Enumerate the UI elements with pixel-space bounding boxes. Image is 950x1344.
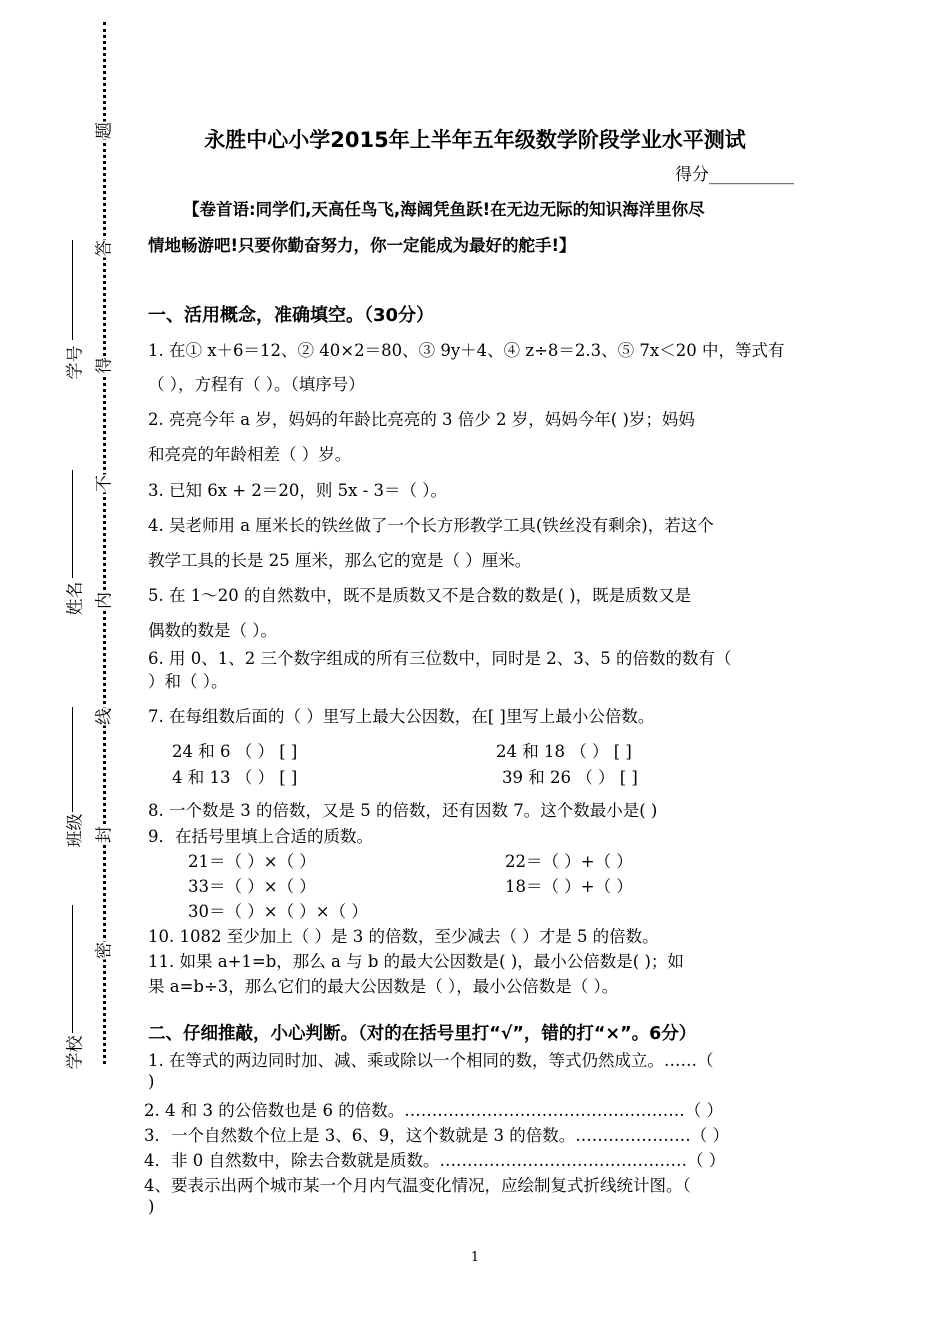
margin-char: 答 xyxy=(94,240,115,257)
margin-char: 封 xyxy=(94,826,115,843)
question-11-cont: 果 a=b÷3，那么它们的最大公因数是（ ），最小公倍数是（ ）。 xyxy=(148,977,619,996)
margin-char: 得 xyxy=(94,357,115,374)
intro-line-1: 【卷首语:同学们,天高任鸟飞,海阔凭鱼跃!在无边无际的知识海洋里你尽 xyxy=(183,200,705,219)
question-7-row2-left: 4 和 13 （ ） [ ] xyxy=(172,768,298,787)
question-6: 6. 用 0、1、2 三个数字组成的所有三位数中，同时是 2、3、5 的倍数的数有（ xyxy=(148,649,732,668)
school-label: 学校 xyxy=(65,1035,86,1070)
name-field[interactable] xyxy=(72,470,73,578)
question-8: 8. 一个数是 3 的倍数，又是 5 的倍数，还有因数 7。这个数最小是( ) xyxy=(148,801,658,820)
student-id-label: 学号 xyxy=(65,345,86,380)
name-label: 姓名 xyxy=(65,581,86,616)
question-5-cont: 偶数的数是（ ）。 xyxy=(148,621,277,640)
judge-5: 4、要表示出两个城市某一个月内气温变化情况，应绘制复式折线统计图。（ xyxy=(144,1176,691,1195)
question-3: 3. 已知 6x + 2＝20，则 5x - 3＝（ ）。 xyxy=(148,481,447,500)
question-1: 1. 在① x＋6＝12、② 40×2＝80、③ 9y＋4、④ z÷8＝2.3、⑤ 7x＜20 中，等式有 xyxy=(148,341,785,360)
question-11: 11. 如果 a+1=b，那么 a 与 b 的最大公因数是( )，最小公倍数是( )；如 xyxy=(148,952,684,971)
margin-char: 不 xyxy=(94,475,115,492)
page-number: 1 xyxy=(470,1250,480,1265)
margin-char: 题 xyxy=(94,122,115,139)
question-9-row1-right: 22＝（ ）+（ ） xyxy=(505,852,633,871)
judge-5-cont: ) xyxy=(148,1197,155,1216)
question-4-cont: 教学工具的长是 25 厘米，那么它的宽是（ ）厘米。 xyxy=(148,551,532,570)
judge-4: 4．非 0 自然数中，除去合数就是质数。………………………………………（ ） xyxy=(144,1151,726,1170)
question-9: 9．在括号里填上合适的质数。 xyxy=(148,827,373,846)
question-1-cont: （ ），方程有（ ）。（填序号） xyxy=(148,375,365,394)
margin-char: 密 xyxy=(94,942,115,959)
class-field[interactable] xyxy=(72,707,73,812)
margin-char: 线 xyxy=(94,708,115,725)
section1-title: 一、活用概念，准确填空。（30分） xyxy=(148,305,435,326)
question-9-row2-right: 18＝（ ）+（ ） xyxy=(505,877,633,896)
question-9-row1-left: 21＝（ ）×（ ） xyxy=(188,852,316,871)
question-6-cont: ）和（ ）。 xyxy=(148,672,228,691)
question-4: 4. 吴老师用 a 厘米长的铁丝做了一个长方形教学工具(铁丝没有剩余)，若这个 xyxy=(148,516,714,535)
class-label: 班级 xyxy=(65,813,86,848)
section2-title: 二、仔细推敲，小心判断。（对的在括号里打“√”，错的打“×”。6分） xyxy=(148,1024,697,1044)
question-2-cont: 和亮亮的年龄相差（ ）岁。 xyxy=(148,445,352,464)
page-title: 永胜中心小学2015年上半年五年级数学阶段学业水平测试 xyxy=(204,128,746,152)
question-7-row1-left: 24 和 6 （ ） [ ] xyxy=(172,742,298,761)
question-7-row1-right: 24 和 18 （ ） [ ] xyxy=(496,742,632,761)
question-9-row2-left: 33＝（ ）×（ ） xyxy=(188,877,316,896)
question-7-row2-right: 39 和 26 （ ） [ ] xyxy=(502,768,638,787)
judge-1-cont: ) xyxy=(148,1072,155,1091)
student-id-field[interactable] xyxy=(72,240,73,340)
question-2: 2. 亮亮今年 a 岁，妈妈的年龄比亮亮的 3 倍少 2 岁，妈妈今年( )岁；妈妈 xyxy=(148,410,695,429)
question-9-row3: 30＝（ ）×（ ）×（ ） xyxy=(188,902,368,921)
margin-char: 内 xyxy=(94,592,115,609)
school-field[interactable] xyxy=(72,905,73,1033)
judge-1: 1. 在等式的两边同时加、减、乘或除以一个相同的数，等式仍然成立。……（ xyxy=(148,1051,714,1070)
intro-line-2: 情地畅游吧!只要你勤奋努力，你一定能成为最好的舵手!】 xyxy=(148,236,576,255)
score-field[interactable]: 得分__________ xyxy=(675,165,794,185)
question-7: 7. 在每组数后面的（ ）里写上最大公因数，在[ ]里写上最小公倍数。 xyxy=(148,707,655,726)
judge-3: 3．一个自然数个位上是 3、6、9，这个数就是 3 的倍数。…………………（ ） xyxy=(144,1126,729,1145)
question-5: 5. 在 1～20 的自然数中，既不是质数又不是合数的数是( )，既是质数又是 xyxy=(148,586,692,605)
question-10: 10. 1082 至少加上（ ）是 3 的倍数，至少减去（ ）才是 5 的倍数。 xyxy=(148,927,659,946)
binding-dotted-line xyxy=(103,22,106,1064)
judge-2: 2. 4 和 3 的公倍数也是 6 的倍数。……………………………………………（ ） xyxy=(144,1101,723,1120)
